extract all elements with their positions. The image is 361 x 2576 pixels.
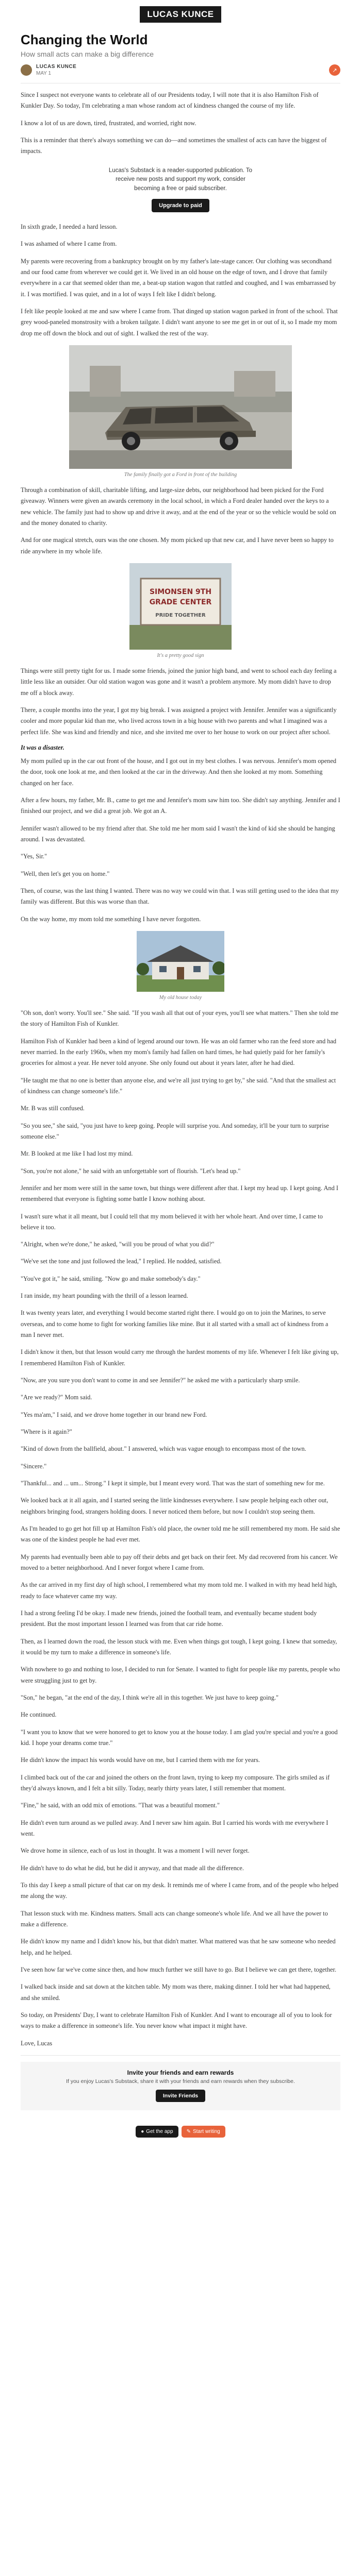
- invite-title: Invite your friends and earn rewards: [127, 2069, 234, 2076]
- body-paragraph: "So you see," she said, "you just have to keep going. People will surprise you. And someday, it'll be your turn to surprise someone else.": [21, 1122, 329, 1140]
- body-paragraph: "Where is it again?": [21, 1428, 72, 1436]
- car-photo[interactable]: [69, 345, 292, 469]
- get-app-label: Get the app: [146, 2128, 173, 2134]
- body-paragraph: Then, of course, was the last thing I wanted. There was no way we could win that. I was still getting used to the idea that my family was different. But this was worse than that.: [21, 887, 339, 906]
- body-paragraph: "Fine," he said, with an odd mix of emotions. "That was a beautiful moment.": [21, 1802, 220, 1809]
- author-meta: [36, 63, 76, 77]
- post-date: MAY 1: [36, 71, 52, 76]
- divider: [21, 2055, 340, 2056]
- dialogue-line: "Yes, Sir.": [21, 853, 47, 860]
- sign-line3: PRIDE TOGETHER: [155, 613, 206, 618]
- body-paragraph: He didn't know the impact his words would have on me, but I carried them with me for years.: [21, 1756, 260, 1764]
- section-heading: It was a disaster.: [21, 743, 64, 751]
- body-paragraph: He didn't even turn around as we pulled away. And I never saw him again. But I carried his words with me everywhere I went.: [21, 1819, 329, 1837]
- body-paragraph: In sixth grade, I needed a hard lesson.: [21, 223, 118, 231]
- sign-line1: SIMONSEN 9TH: [149, 588, 212, 596]
- body-paragraph: My mom pulled up in the car out front of the house, and I got out in my best clothes. I was nervous. Jennifer's mom opened the door, took one look at me, and then looked at the car in the driveway. And then she looked at my mom. Something changed on her face.: [21, 757, 337, 787]
- body-paragraph: That lesson stuck with me. Kindness matters. Small acts can change someone's whole life. And we all have the power to make a difference.: [21, 1909, 328, 1928]
- body-paragraph: Jennifer and her mom were still in the same town, but things were different after that. I kept my head up. I kept going. And I remembered that everyone is fighting some battle I know nothing about.: [21, 1184, 339, 1203]
- body-paragraph: With nowhere to go and nothing to lose, I decided to run for Senate. I wanted to fight for people like my parents, people who were struggling just to get by.: [21, 1666, 340, 1684]
- body-paragraph: There, a couple months into the year, I got my big break. I was assigned a project with Jennifer. Jennifer was a significantly cooler and more popular kid than me, who lived across town in a big house with two parents and what I imagined was a perfect life. She was kind and friendly and nice, and she invited me over to her house to work on our project after school.: [21, 706, 337, 736]
- intro-section: [21, 90, 340, 157]
- body-paragraph: Then, as I learned down the road, the lesson stuck with me. Even when things got tough, I kept going. I knew that someday, it would be my turn to make a difference in someone's life.: [21, 1637, 337, 1656]
- house-caption: My old house today: [159, 994, 202, 1001]
- author-name[interactable]: LUCAS KUNCE: [36, 64, 77, 70]
- start-writing-label: Start writing: [192, 2128, 220, 2134]
- body-paragraph: Things were still pretty tight for us. I made some friends, joined the junior high band, and went to school each day feeling a little less like an outsider. Our old station wagon was gone and it wasn't a problem anymore. My mom didn't have to drop me off a block away.: [21, 667, 337, 697]
- body-paragraph: Through a combination of skill, charitable lifting, and large-size debts, our neighborhood had been picked for the Ford giveaway. Winners were given an awards ceremony in the local school, in which a Ford dealer handed over the keys to a new vehicle. The family just had to show up and drive it away, and at the end of the year or so the vehicle would be sold on and the money donated to charity.: [21, 486, 336, 527]
- body-paragraph: "Thankful... and ... um... Strong." I kept it simple, but I meant every word. That was the start of something new for me.: [21, 1480, 325, 1487]
- body-paragraph: "Yes ma'am," I said, and we drove home together in our brand new Ford.: [21, 1411, 207, 1418]
- car-caption: The family finally got a Ford in front of the building: [124, 472, 237, 478]
- body-paragraph: He didn't have to do what he did, but he did it anyway, and that made all the difference.: [21, 1864, 244, 1872]
- body-paragraph: I know a lot of us are down, tired, frustrated, and worried, right now.: [21, 119, 196, 127]
- author-block: [21, 63, 76, 77]
- store-row: [136, 2126, 225, 2138]
- body-paragraph: And for one magical stretch, ours was the one chosen. My mom picked up that new car, and I have never been so happy to ride anywhere in my whole life.: [21, 536, 334, 555]
- body-paragraph: This is a reminder that there's always something we can do—and sometimes the smallest of acts can have the biggest of impacts.: [21, 136, 327, 155]
- body-paragraph: I walked back inside and sat down at the kitchen table. My mom was there, making dinner. I told her what had happened, and she smiled.: [21, 1983, 331, 2002]
- story-section-e: [21, 869, 340, 925]
- byline: [21, 63, 340, 77]
- body-paragraph: He continued.: [21, 1711, 57, 1719]
- get-app-button[interactable]: [136, 2126, 178, 2138]
- author-avatar[interactable]: [21, 64, 32, 76]
- body-paragraph: I had a strong feeling I'd be okay. I made new friends, joined the football team, and eventually became student body president. But the most important lesson I learned was from that car ride home.: [21, 1609, 317, 1628]
- body-paragraph: "Are we ready?" Mom said.: [21, 1394, 92, 1401]
- body-paragraph: I wasn't sure what it all meant, but I could tell that my mom believed it with her whole heart. And over time, I came to believe it too.: [21, 1212, 323, 1231]
- story-section-c: [21, 666, 340, 738]
- body-paragraph: Love, Lucas: [21, 2039, 53, 2047]
- subscribe-text: [21, 166, 340, 194]
- body-paragraph: I ran inside, my heart pounding with the thrill of a lesson learned.: [21, 1292, 188, 1300]
- post-subtitle: How small acts can make a big difference: [21, 50, 154, 58]
- body-paragraph: Hamilton Fish of Kunkler had been a kind of legend around our town. He was an old farmer who ran the feed store and had never married. In the early 1960s, when my mom's family had fallen on hard times, he had quietly paid for her family's groceries for almost a year. He never told anyone. She only found out about it years later, after he had died.: [21, 1037, 337, 1067]
- body-paragraph: I didn't know it then, but that lesson would carry me through the hardest moments of my life. Whenever I felt like giving up, I remembered Hamilton Fish of Kunkler.: [21, 1348, 339, 1367]
- subscribe-card: [21, 163, 340, 222]
- body-paragraph: "I want you to know that we were honored to get to know you at the house today. I am glad you're special and you're a good kid. I hope your dreams come true.": [21, 1728, 338, 1747]
- subscribe-line2: receive new posts and support my work, consider: [116, 176, 245, 183]
- story-section-h: [21, 1427, 340, 1721]
- pen-icon: ✎: [186, 2128, 191, 2134]
- body-paragraph: As I'm headed to go get hot fill up at Hamilton Fish's old place, the owner told me he still remembered my mom. He said she was one of the kindest people he had ever met.: [21, 1525, 340, 1544]
- subscribe-line3: becoming a free or paid subscriber.: [134, 185, 227, 192]
- body-paragraph: My parents had eventually been able to pay off their debts and get back on their feet. My dad recovered from his cancer. We moved to a better neighborhood. And I never forgot where I came from.: [21, 1553, 338, 1572]
- story-section-a: [21, 222, 340, 339]
- body-paragraph: "Oh son, don't worry. You'll see." She said. "If you wash all that out of your eyes, you'll see what matters." Then she told me the story of Hamilton Fish of Kunkler.: [21, 1009, 339, 1028]
- body-paragraph: "We've set the tone and just followed the lead," I replied. He nodded, satisfied.: [21, 1258, 222, 1265]
- post-title: Changing the World: [21, 32, 148, 47]
- body-paragraph: "Now, are you sure you don't want to come in and see Jennifer?" he asked me with a particularly sharp smile.: [21, 1377, 300, 1384]
- invite-button[interactable]: Invite Friends: [156, 2090, 205, 2102]
- sign-caption: It's a pretty good sign: [157, 653, 204, 658]
- body-paragraph: Mr. B looked at me like I had lost my mind.: [21, 1150, 133, 1158]
- start-writing-button[interactable]: [182, 2126, 225, 2138]
- sign-figure: [21, 563, 340, 658]
- body-paragraph: "Son," he began, "at the end of the day, I think we're all in this together. We just have to keep going.": [21, 1694, 279, 1701]
- body-paragraph: He didn't know my name and I didn't know his, but that didn't matter. What mattered was that he saw someone who needed help, and he helped.: [21, 1938, 336, 1956]
- masthead: [0, 0, 361, 29]
- car-figure: [21, 345, 340, 478]
- body-paragraph: "Well, then let's get you on home.": [21, 870, 110, 877]
- school-sign-photo[interactable]: [129, 563, 232, 650]
- body-paragraph: "He taught me that no one is better than anyone else, and we're all just trying to get by," she said. "And that the smallest act of kindness can change someone's life.": [21, 1076, 336, 1095]
- body-paragraph: Jennifer wasn't allowed to be my friend after that. She told me her mom said I wasn't the kind of kid she should be hanging around. I was devastated.: [21, 824, 335, 843]
- story-section-b: [21, 485, 340, 557]
- share-button[interactable]: [329, 64, 340, 76]
- upgrade-button[interactable]: Upgrade to paid: [152, 199, 209, 212]
- publication-logo[interactable]: LUCAS KUNCE: [140, 6, 221, 23]
- body-paragraph: Since I suspect not everyone wants to celebrate all of our Presidents today, I will note that it is also Hamilton Fish of Kunkler Day. So today, I'm celebrating a man whose random act of kindness changed the course of my life.: [21, 91, 319, 110]
- share-icon: ↗: [332, 67, 337, 74]
- body-paragraph: To this day I keep a small picture of that car on my desk. It reminds me of where I came from, and of the people who helped me along the way.: [21, 1881, 339, 1900]
- body-paragraph: I felt like people looked at me and saw where I came from. That dinged up station wagon parked in front of the school. That grey wood-paneled monstrosity with a broken tailgate. I didn't want anyone to see me get in or out of it, so I made my mom drop me off down the block and out of sight. I walked the rest of the way.: [21, 308, 338, 337]
- body-paragraph: After a few hours, my father, Mr. B., came to get me and Jennifer's mom saw him too. She didn't say anything. Jennifer and I finished our project, and we did a great job. We got an A.: [21, 796, 340, 815]
- sign-line2: GRADE CENTER: [149, 598, 212, 606]
- body-paragraph: Mr. B was still confused.: [21, 1105, 85, 1112]
- body-paragraph: "You've got it," he said, smiling. "Now go and make somebody's day.": [21, 1275, 201, 1282]
- post-container: [21, 32, 340, 2138]
- house-figure: [21, 931, 340, 1001]
- story-section-f: [21, 1008, 340, 1097]
- body-paragraph: My parents were recovering from a bankruptcy brought on by my father's late-stage cancer. Our clothing was secondhand and our food came from wherever we could get it. We lived in an old house on the edge of town, and I drove that family everywhere in a car that seemed older than me, a beat-up station wagon that rattled and coughed, and I was embarrassed by it. I was mortified. I was quiet, and in a lot of ways I felt like I didn't belong.: [21, 257, 336, 298]
- body-paragraph: On the way home, my mom told me something I have never forgotten.: [21, 915, 201, 923]
- house-photo[interactable]: [137, 931, 224, 992]
- body-paragraph: "Alright, when we're done," he asked, "will you be proud of what you did?": [21, 1241, 215, 1248]
- story-section-d: [21, 756, 340, 845]
- story-section-i: [21, 1727, 340, 2049]
- body-paragraph: I was ashamed of where I came from.: [21, 240, 117, 248]
- body-paragraph: We looked back at it all again, and I started seeing the little kindnesses everywhere. I saw people helping each other out, neighbors bringing food, strangers holding doors. I never noticed them before, but now I couldn't stop seeing them.: [21, 1497, 329, 1515]
- body-paragraph: As the car arrived in my first day of high school, I remembered what my mom told me. I walked in with my head held high, ready to face whatever came my way.: [21, 1581, 337, 1600]
- invite-text: If you enjoy Lucas's Substack, share it with your friends and earn rewards when they subscribe.: [66, 2078, 295, 2084]
- body-paragraph: "Sincere.": [21, 1462, 47, 1470]
- body-paragraph: "Son, you're not alone," he said with an unforgettable sort of flourish. "Let's head up.": [21, 1167, 241, 1175]
- body-paragraph: So today, on Presidents' Day, I want to celebrate Hamilton Fish of Kunkler. And I want to encourage all of you to look for ways to make a difference in someone's life. You never know what impact it might have.: [21, 2011, 332, 2030]
- story-section-g: [21, 1103, 340, 1420]
- subscribe-line1: Lucas's Substack is a reader-supported publication. To: [108, 167, 253, 174]
- body-paragraph: It was twenty years later, and everything I would become started right there. I would go on to join the Marines, to serve overseas, and to come home to fight for working families like mine. But it all started with a small act of kindness from a man I never met.: [21, 1309, 329, 1339]
- apple-icon: ●: [141, 2128, 144, 2134]
- body-paragraph: We drove home in silence, each of us lost in thought. It was a moment I will never forget.: [21, 1847, 250, 1855]
- invite-card: [21, 2062, 340, 2110]
- body-paragraph: "Kind of down from the ballfield, about." I answered, which was vague enough to encompass most of the town.: [21, 1445, 306, 1453]
- body-paragraph: I've seen how far we've come since then, and how much further we still have to go. But I believe we can get there, together.: [21, 1965, 337, 1973]
- app-bar: [21, 2126, 340, 2138]
- body-paragraph: I climbed back out of the car and joined the others on the front lawn, trying to keep my composure. The girls smiled as if they'd always known, and I felt a bit silly. Today, nearly thirty years later, I still remember that moment.: [21, 1773, 330, 1792]
